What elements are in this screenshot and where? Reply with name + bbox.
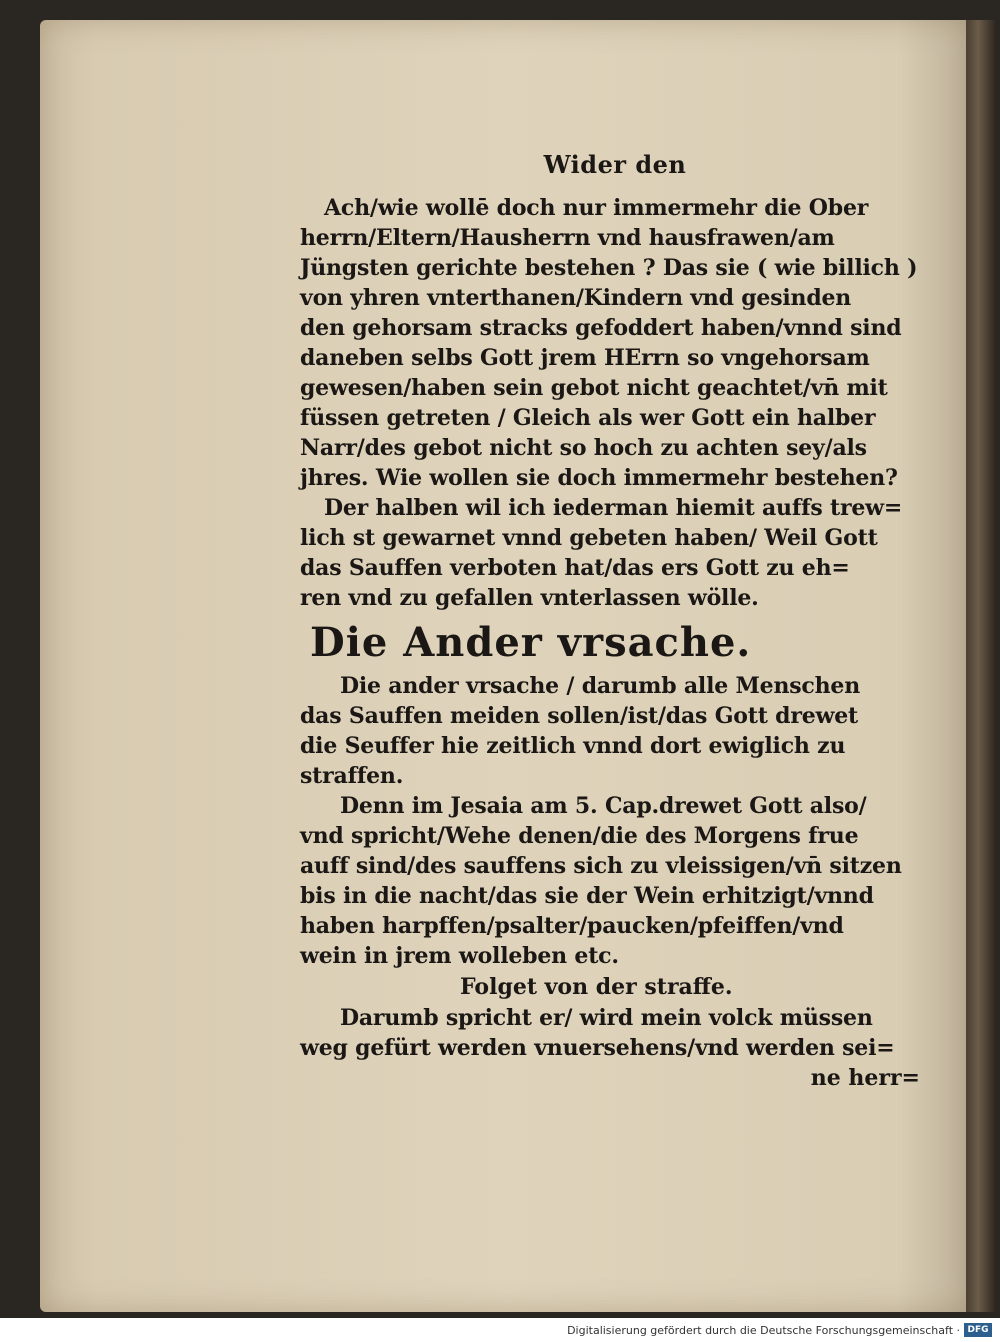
book-spine [966,20,996,1312]
text-line: Ach/wie wollē doch nur immermehr die Ober [324,195,869,221]
text-line: lich st gewarnet vnnd gebeten haben/ Weil Gott [300,525,878,551]
text-line: Die ander vrsache / darumb alle Menschen [340,673,861,699]
text-line: die Seuffer hie zeitlich vnnd dort ewiglich zu [300,733,846,759]
paragraph-2 [300,493,920,613]
funding-credit: Digitalisierung gefördert durch die Deutsche Forschungsgemeinschaft · [567,1324,960,1337]
paragraph-4 [300,791,920,971]
section-heading: Die Ander vrsache. [310,619,752,666]
text-line: weg gefürt werden vnuersehens/vnd werden sei= [300,1035,895,1061]
text-line: daneben selbs Gott jrem HErrn so vngehorsam [300,345,870,371]
text-line: Denn im Jesaia am 5. Cap.drewet Gott also/ [340,793,867,819]
running-head: Wider den [543,150,687,179]
text-line: den gehorsam stracks gefoddert haben/vnnd sind [300,315,902,341]
paragraph-1 [300,193,920,493]
text-line: gewesen/haben sein gebot nicht geachtet/vn̄ mit [300,375,888,401]
page-text [300,150,920,1093]
text-line: wein in jrem wolleben etc. [300,943,619,969]
text-line: von yhren vnterthanen/Kindern vnd gesinden [300,285,852,311]
text-line: bis in die nacht/das sie der Wein erhitzigt/vnnd [300,883,874,909]
dfg-logo: DFG [964,1323,992,1337]
text-line: straffen. [300,763,404,789]
text-line: Narr/des gebot nicht so hoch zu achten sey/als [300,435,867,461]
paragraph-3 [300,671,920,791]
text-line: Der halben wil ich iederman hiemit auffs trew= [324,495,903,521]
text-line: auff sind/des sauffens sich zu vleissigen/vn̄ sitzen [300,853,902,879]
text-line: Jüngsten gerichte bestehen ? Das sie ( wie billich ) [300,255,918,281]
text-line: Darumb spricht er/ wird mein volck müssen [340,1005,873,1031]
text-line: füssen getreten / Gleich als wer Gott ein halber [300,405,876,431]
catchword: ne herr= [810,1065,920,1091]
text-line: ren vnd zu gefallen vnterlassen wölle. [300,585,759,611]
text-line: herrn/Eltern/Hausherrn vnd hausfrawen/am [300,225,835,251]
text-line: das Sauffen meiden sollen/ist/das Gott drewet [300,703,859,729]
text-line: vnd spricht/Wehe denen/die des Morgens frue [300,823,859,849]
text-line: jhres. Wie wollen sie doch immermehr bestehen? [300,465,898,491]
text-line: haben harpffen/psalter/paucken/pfeiffen/vnd [300,913,844,939]
subheading: Folget von der straffe. [460,974,733,1000]
text-line: das Sauffen verboten hat/das ers Gott zu eh= [300,555,850,581]
paragraph-5 [300,1003,920,1063]
